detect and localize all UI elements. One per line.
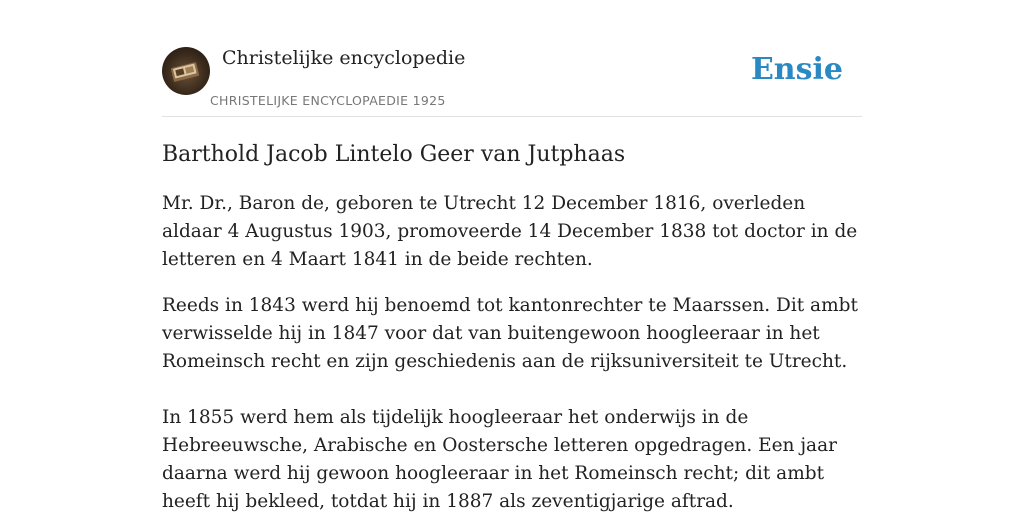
article xyxy=(162,139,862,512)
ensie-logo[interactable]: Ensie xyxy=(750,52,843,87)
site-title[interactable]: Christelijke encyclopedie xyxy=(222,47,466,69)
article-paragraph: Reeds in 1843 werd hij benoemd tot kantonrechter te Maarssen. Dit ambt verwisselde hij in 1847 voor dat van buitengewoon hoogleeraar in het Romeinsch recht en zijn geschiedenis aan de rijksuniversiteit te Utrecht. xyxy=(162,295,858,372)
site-subtitle: CHRISTELIJKE ENCYCLOPAEDIE 1925 xyxy=(210,93,446,108)
article-paragraph: In 1855 werd hem als tijdelijk hoogleeraar het onderwijs in de Hebreeuwsche, Arabische en Oostersche letteren opgedragen. Een jaar daarna werd hij gewoon hoogleeraar in het Romeinsch recht; dit ambt heeft hij bekleed, totdat hij in 1887 als zeventigjarige aftrad. xyxy=(162,407,837,512)
book-thumbnail-icon xyxy=(162,47,210,95)
article-title: Barthold Jacob Lintelo Geer van Jutphaas xyxy=(162,142,626,167)
encyclopedia-avatar-icon[interactable] xyxy=(162,47,210,95)
site-header xyxy=(162,46,862,117)
article-paragraph: Mr. Dr., Baron de, geboren te Utrecht 12 December 1816, overleden aldaar 4 Augustus 1903, promoveerde 14 December 1838 tot doctor in de letteren en 4 Maart 1841 in de beide rechten. xyxy=(162,193,858,270)
